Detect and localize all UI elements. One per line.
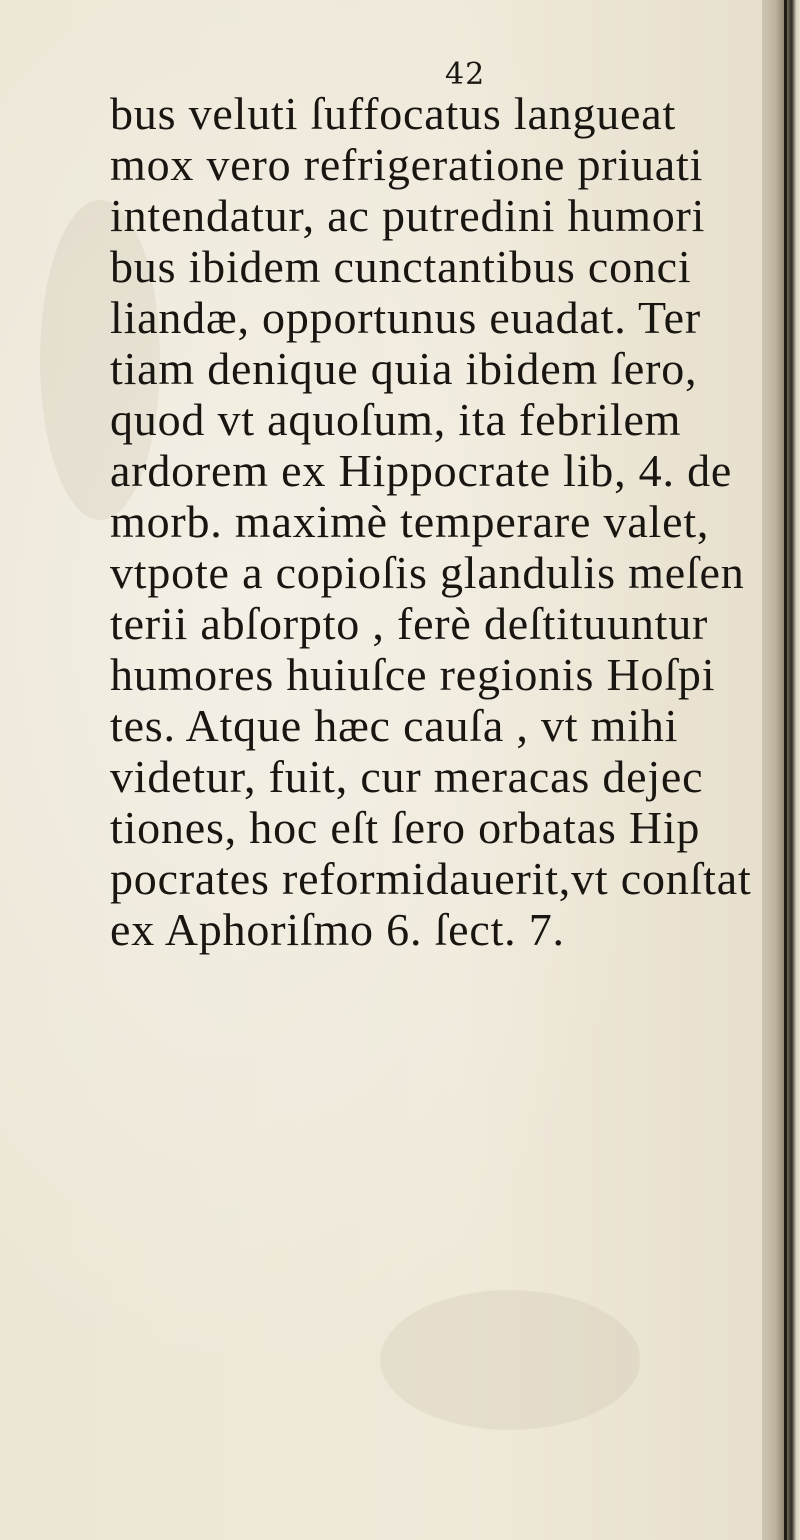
text-line: terii abſorpto , ferè deſtituuntur [110, 598, 709, 649]
text-line: humores huiuſce regionis Hoſpi [110, 649, 716, 700]
text-line: liandæ, opportunus euadat. Ter [110, 292, 701, 343]
book-gutter [762, 0, 800, 1540]
text-line: morb. maximè temperare valet, [110, 496, 710, 547]
binding-shadow [784, 0, 787, 1540]
text-line: videtur, fuit, cur meracas dejec [110, 751, 704, 802]
text-line: quod vt aquoſum, ita febrilem [110, 394, 682, 445]
text-line: pocrates reformidauerit,vt conſtat [110, 853, 752, 904]
page-number: 42 [445, 57, 486, 92]
text-line: vtpote a copioſis glandulis meſen [110, 547, 745, 598]
text-line: tiam denique quia ibidem ſero, [110, 343, 698, 394]
text-line: tes. Atque hæc cauſa , vt mihi [110, 700, 679, 751]
text-line: tiones, hoc eſt ſero orbatas Hip [110, 802, 701, 853]
text-line: ex Aphoriſmo 6. ſect. 7. [110, 904, 565, 955]
text-line: bus ibidem cunctantibus conci [110, 241, 692, 292]
paper-stain [380, 1290, 640, 1430]
text-line: ardorem ex Hippocrate lib, 4. de [110, 445, 733, 496]
text-line: intendatur, ac putredini humori [110, 190, 706, 241]
body-text [110, 88, 760, 955]
text-line: mox vero refrigeratione priuati [110, 139, 704, 190]
text-line: bus veluti ſuffocatus langueat [110, 88, 677, 139]
